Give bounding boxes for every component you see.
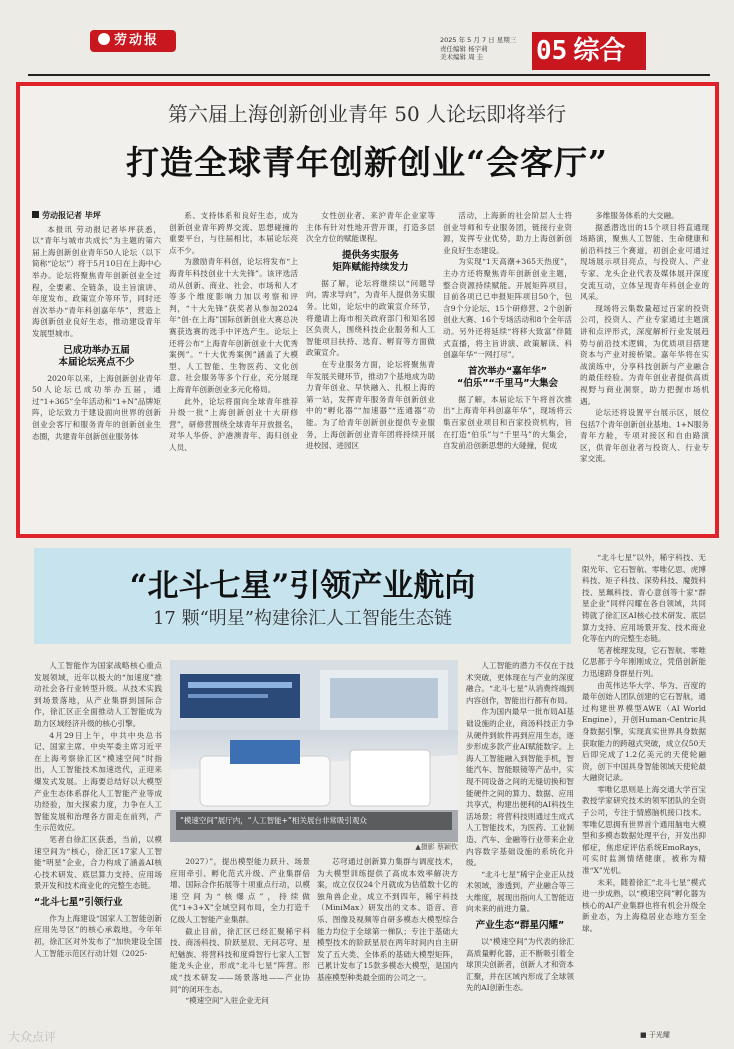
subheading: “北斗七星”引领行业: [34, 896, 123, 908]
photo-credit: ▲摄影 蔡颖钦: [415, 843, 458, 851]
paragraph: 2027）”，提出模型能力跃升、场景应用牵引、孵化范式升级、产业集群倍增、国际合作拓展等十项重点行动，以模速空间为“核爆点”，持续做优“1+3+X”全域空间布局，全力打造千亿级人工智能产业集群。: [170, 857, 310, 924]
paragraph: 由英伟达华大学、华为、百度的最年创始人团队创建的它石智航，通过构建世界模型AWE（AI World Engine），开创Human-Centric具身数据引擎，实现真实世界具身数据获取能力的跨越式突破，成立仅50天后即完成了1.2亿美元的天使轮融资，创下中国具身智能领域天使轮最大融资记录。: [582, 680, 706, 783]
section-number: 05: [536, 36, 568, 66]
logo-emblem-icon: [98, 33, 110, 45]
paragraph: 活动，上海新的社会阶层人士将创业导师和专业服务团，链接行业资源，发挥专业优势，助力上海创新创业良好生态建设。: [443, 211, 572, 255]
paragraph: 据了解，论坛将继续以“问题导向，需求导向”，为青年人提供务实服务。比如，论坛中的政策宣介环节，将邀请上海市相关政府部门和知名园区负责人，围绕科技企业服务和人工智能项目扶持、选育、孵育等方面做政策宣介。: [306, 278, 435, 358]
exhibition-photo: [170, 660, 458, 842]
issue-meta: [440, 36, 516, 62]
paragraph: 为激励青年科创，论坛将发布“上海青年科技创业十大先锋”。该评选活动从创新、商业、社会、市场和人才等多个维度影响力加以考察和评判，“十大先锋”获奖者从参加2024年“创·在上海”国际创新创业大赛总决赛获选赛的选手中评选产生。论坛上还将公布“上海青年创新创业十大优秀案例”。“十大优秀案例”涵盖了大模型、人工智能、生物医药、文化创意、社会服务等多个行业，充分展现上海青年创新创业多元化格局。: [169, 257, 298, 394]
lower-col-5: [582, 552, 706, 1028]
watermark: 大众点评: [8, 1030, 57, 1044]
paragraph: 人工智能作为国家战略核心重点发展领域，近年以极大的“加速度”推动社会各行业转型升级。从技术实践到场景落地，从产业集群到国际合作，徐汇区正全面推动人工智能成为助力区域经济升级的核心引擎。: [34, 661, 162, 728]
art-editor-line: 美术编辑 周 圭: [440, 53, 484, 61]
paragraph: 截止目前，徐汇区已经汇聚稀宇科技、商汤科技、阶跃星辰、无问芯穹、星纪魅族、将营科技和度舜智行七家人工智能龙头企业，形成“北斗七星”阵营。形成“技术研发——场景落地——产业协同”的闭环生态。: [170, 926, 310, 994]
subheading: 首次举办“嘉年华” “伯乐”“千里马”大集会: [457, 365, 558, 389]
lower-col-4: [466, 660, 574, 1032]
date-line: 2025 年 5 月 7 日 星期三: [440, 36, 517, 44]
lower-subhead: 17 颗“明星”构建徐汇人工智能生态链: [152, 608, 453, 629]
editor-line: 责任编辑 杨宇莉: [440, 44, 488, 53]
paragraph: “北斗七星”以外，稀宇科技、无限光年、它石智航、零唯亿思、虎博科技、矩子科技、深势科技、魔鼓科技、星珮科技、青心意创等十家“群星企业”同样闪耀在各自领域，共同铸就了徐汇区AI核心技术研发、底层算力支持、应用场景开发、技术商业化等在内的完整生态链。: [582, 553, 706, 644]
paragraph: 2020年以来，上海创新创业青年50人论坛已成功举办五届，通过“1+365”全年活动和“1+N”品牌矩阵，论坛致力于建设面向世界的创新创业会客厅和服务青年的创新创业生态圈，共建青年创新创业服务体: [32, 373, 161, 441]
upper-kicker: 第六届上海创新创业青年 50 人论坛即将举行: [167, 102, 567, 126]
upper-col-3: [306, 210, 435, 530]
paragraph: 笔者梳理发现，它石智航、零唯亿思都于今年刚刚成立，凭借创新能力迅速跻身群星行列。: [582, 645, 706, 678]
upper-col-1: [32, 210, 161, 530]
subheading: 产业生态“群星闪耀”: [475, 920, 565, 932]
paragraph: 在专业服务方面，论坛将聚焦青年发展关键环节，推动7个基地成为助力青年创业、早快融入、扎根上海的第一站，发挥青年服务青年创新创业中的“孵化器”“加速器”“连通器”功能。为了给青年创新创业提供专业服务，上海创新创业青年团将持续开展进校园、进园区: [306, 359, 435, 451]
paragraph: 芯穹通过创新算力集群与调度技术，为大模型训练提供了高成本效率解决方案，成立仅仅24个月就成为估值数十亿的独角兽企业，成立不到四年，稀宇科技（MiniMax）研发出的文本、语音、音乐、图像及视频等自研多模态大模型综合能力均位于全球第一梯队；专注于基础大模型技术的阶跃星辰在两年时间内自主研发了五大类、全体系的基础大模型矩阵，已累计发布了15款多模态大模型，是国内基座模型种类最全面的公司之一。: [317, 857, 458, 982]
section-name: 综合: [573, 36, 626, 66]
subheading: 已成功举办五届 本届论坛亮点不少: [58, 344, 135, 368]
paragraph: 4月29日上午，中共中央总书记、国家主席、中央军委主席习近平在上海考察徐汇区“模速空间”时指出，人工智能技术加速迭代，正迎来爆发式发展。上海要总结好以大模型产业生态体系群化人工智能产业等成功经验，加大探索力度，力争在人工智能发展和治理各方面走在前列，产生示范效应。: [34, 730, 162, 833]
paragraph: “模速空间”入驻企业无问: [185, 996, 269, 1006]
paragraph: 本报讯 劳动报记者毕坪获悉，以“青年与城市共成长”为主题的第六届上海创新创业青年50人论坛（以下简称“论坛”）将于5月10日在上海中心举办。论坛将聚焦青年创新创业全过程，全要素、全链条，设主旨演讲、年度发布、政策宣介等环节，同时还首次举办“青年科创嘉年华”，营造上海创新创业良好生态，推动建设青年发展型城市。: [32, 224, 161, 338]
paragraph: 据了解，本届论坛下午将首次推出“上海青年科创嘉年华”，现场将云集百家创业项目和百家投资机构，旨在打造“伯乐”与“千里马”的大集会，自发前沿创新思想的大碰撞，促成: [443, 394, 572, 451]
paragraph: 为实现“1天高潮+365天热度”，主办方还将聚焦青年创新创业主题，整合资源持续赋能。开展矩阵项目，目前各项已已申报矩阵项目50个，包含9个分论坛、15个研修营、2个创新创业大赛、16个专场活动和8个全年活动。另外还将延续“将移大致富”伴随式直播，将主旨讲演、政策解读、科创嘉年华“一网打尽”。: [443, 257, 572, 360]
paragraph: 作为上海建设“国家人工智能创新应用先导区”的核心承载地，今年年初，徐汇区对外发布了“加快建设全国人工智能示范区行动计划（2025-: [34, 913, 162, 958]
lower-col-2: [170, 856, 310, 1032]
masthead-rule: [28, 74, 710, 76]
upper-col-2: [169, 210, 298, 530]
author-signature: ■ 于光耀: [640, 1031, 670, 1039]
paragraph: 现场将云集数量超过百家的投资公司，投资人、产业专家通过主题演讲和点评形式，深度解析行业发展趋势与前沿技术逻辑，为优质项目搭建资本与产业对接桥梁。嘉年华将在实战演练中，分享科技创新与产业融合的最佳经验。为青年创业者提供高质视野与商业洞察，助力把握市场机遇。: [580, 303, 709, 406]
lower-headline: “北斗七星”引领产业航向: [129, 568, 476, 604]
byline: 劳动报记者 毕坪: [32, 210, 161, 222]
paragraph: 未来，随着徐汇“北斗七星”模式进一步成熟，以“模速空间”孵化器为核心的AI产业集群也将有机会升级全新业态，为上海稳居业态地方至全球。: [582, 877, 706, 933]
paragraph: 系、支持体系和良好生态，成为创新创业青年跨界交流、思想碰撞的重要平台，与往届相比，本届论坛亮点不少。: [169, 211, 298, 255]
paragraph: 多维服务体系的大交融。: [595, 211, 679, 220]
paragraph: 以“模速空间”为代表的徐汇高质量孵化器，正不断吸引着全球顶尖创新者，创新人才和资本汇聚，并在区域内形成了全球领先的AI创新生态。: [466, 937, 574, 993]
photo-overlay-text: “模速空间”展厅内，“人工智能+”相关展台非常吸引观众: [180, 816, 367, 825]
paragraph: 女性创业者、来沪青年企业家等主体有针对性地开营开课，打造多层次全方位的赋能课程。: [306, 211, 435, 244]
upper-headline: 打造全球青年创新创业“会客厅”: [126, 143, 608, 182]
paragraph: 此外，论坛将面向全球青年推荐升级一批“上海创新创业十大研修营”，研修营围绕全球青年开放报名，对华人华侨、沪港澳青年、海归创业人员、: [169, 396, 298, 452]
upper-col-4: [443, 210, 572, 530]
subheading: 提供务实服务 矩阵赋能持续发力: [332, 249, 409, 273]
paragraph: “北斗七星”稀宇企业正从技术领域，渗透到，产业融合等三大维度，展现出指向人工智能迈向未来的前进力量。: [466, 869, 574, 914]
newspaper-logo: 劳动报: [90, 30, 176, 52]
paragraph: 据悉潜选出的15个项目将直通现场路演，聚焦人工智能、生命健康和前沿科技三个赛道，初创企业可通过现场展示项目亮点，与投资人、产业专家、龙头企业代表及媒体展开深度交流互动，立体呈现青年科创企业的风采。: [580, 222, 709, 302]
section-header: [532, 32, 646, 70]
byline-square-icon: [32, 211, 39, 218]
paragraph: 笔者自徐汇区获悉，当前，以模速空间为“核心，徐汇区17家人工智能“明星”企业，合力构成了涵盖AI核心技术研发、底层算力支持、应用场景开发和技术商业化的完整生态链。: [34, 834, 162, 891]
paragraph: 作为国内最早一批布局AI基础设施的企业，商汤科技正力争从硬件到软件再到应用生态，逐步形成多款产业AI赋能数字。上海人工智能融入到智能手机，智能汽车、智能眼镜等产品中，实现不同设备之间的无缝切换和智能硬件之间的算力、数据、应用共享式，构建出便利的AI科技生活场景；将营科技则通过生成式人工智能技术，为医药、工业制造、汽车、金融等行业带来企业内容数字基础设施的系统化升级。: [466, 707, 574, 868]
upper-col-5: [580, 210, 709, 530]
paragraph: 人工智能的潜力不仅在于技术突破，更体现在与产业的深度融合。“北斗七星”从消费终端到内容创作，智能出行都有布局。: [466, 661, 574, 705]
paragraph: 零唯亿思则是上海交通大学百宝教授学家研究技术的领军团队的全资子公司，专注于情感脑机接口技术。零唯亿思拥有世界首个通用脑电大模型和多模态数据处理平台，开发出抑郁症，焦虑症评估系统EmoRays，可实时监测情绪健康，被称为精准“X”光机。: [582, 784, 706, 876]
lower-col-3: [317, 856, 458, 1032]
lower-col-1: [34, 660, 162, 1032]
paragraph: 论坛还将设置平台展示区，展位包括7个青年创新创业基地、1+N服务青年方舱，专项对接区和自由路演区，供青年创业者与投资人、行业专家交流。: [580, 408, 709, 464]
